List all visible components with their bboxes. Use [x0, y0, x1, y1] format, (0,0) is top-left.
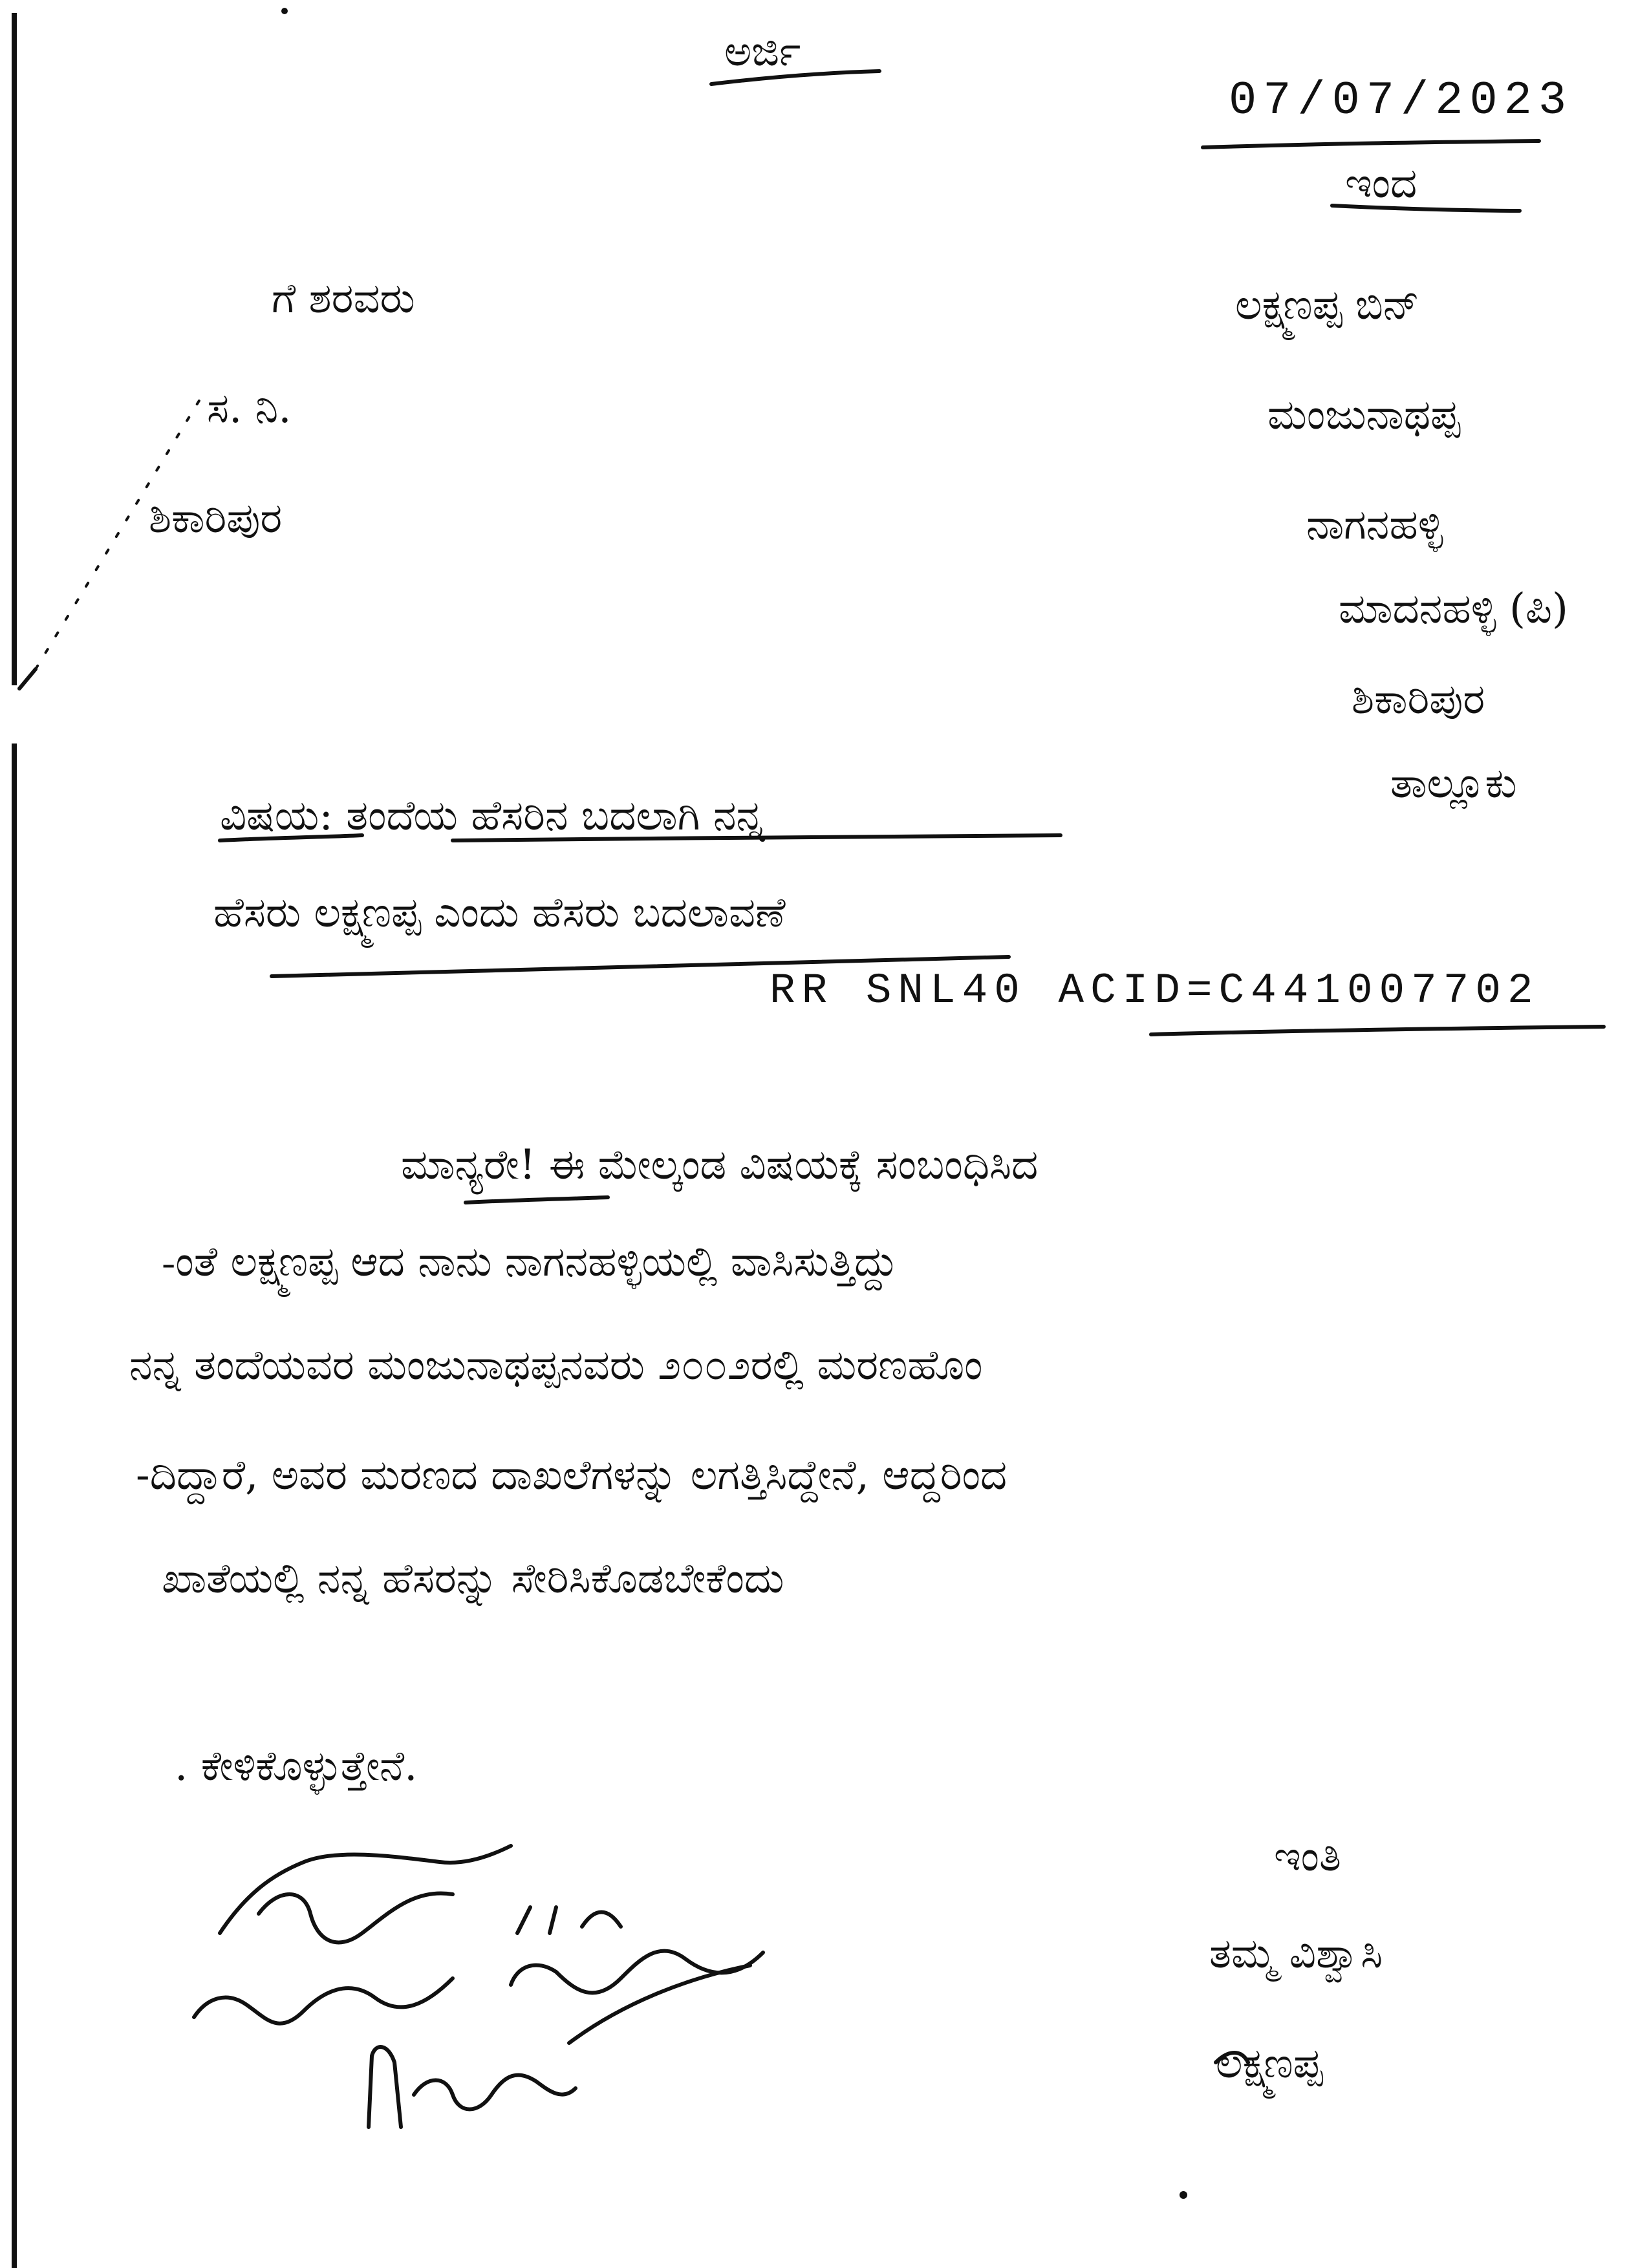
closing-line-1: ತಮ್ಮ ವಿಶ್ವಾಸಿ — [1209, 1930, 1383, 1978]
salutation-underline — [466, 1197, 608, 1203]
recipient-line-2: ಸ. ನಿ. — [207, 385, 292, 433]
signature-stroke-3 — [369, 2047, 401, 2127]
date-underline — [1203, 141, 1539, 147]
subject-line-1: ವಿಷಯ: ತಂದೆಯ ಹೆಸರಿನ ಬದಲಾಗಿ ನನ್ನ — [220, 792, 765, 840]
recipient-line-3: ಶಿಕಾರಿಪುರ — [149, 495, 283, 542]
letter-date: 07/07/2023 — [1229, 74, 1573, 127]
body-line-5: ಖಾತೆಯಲ್ಲಿ ನನ್ನ ಹೆಸರನ್ನು ಸೇರಿಸಿಕೊಡಬೇಕೆಂದು — [162, 1555, 784, 1603]
signature-stroke-1 — [220, 1846, 511, 1933]
from-label: ಇಂದ — [1345, 160, 1417, 208]
sender-line-5: ಶಿಕಾರಿಪುರ — [1352, 676, 1485, 723]
subject-line-2: ಹೆಸರು ಲಕ್ಷ್ಮಣಪ್ಪ ಎಂದು ಹೆಸರು ಬದಲಾವಣೆ — [213, 889, 786, 937]
subject-account-id: RR SNL40 ACID=C441007702 — [770, 967, 1540, 1015]
acid-underline — [1151, 1027, 1604, 1034]
body-line-3: ನನ್ನ ತಂದೆಯವರ ಮಂಜುನಾಥಪ್ಪನವರು ೨೦೦೨ರಲ್ಲಿ ಮರಣಹೊಂ — [129, 1342, 983, 1389]
closing-yours: ಇಂತಿ — [1274, 1833, 1341, 1881]
sender-line-1: ಲಕ್ಷ್ಮಣಪ್ಪ ಬಿನ್ — [1235, 281, 1420, 329]
body-line-6: . ಕೇಳಿಕೊಳ್ಳುತ್ತೇನೆ. — [175, 1742, 418, 1790]
document-title: ಅರ್ಜಿ — [724, 28, 801, 76]
sender-line-2: ಮಂಜುನಾಥಪ್ಪ — [1267, 391, 1461, 439]
body-line-2: -ಂತೆ ಲಕ್ಷ್ಮಣಪ್ಪ ಆದ ನಾನು ನಾಗನಹಳ್ಳಿಯಲ್ಲಿ ವಾಸಿಸುತ್ತಿದ್ದು — [162, 1238, 898, 1286]
sender-line-3: ನಾಗನಹಳ್ಳಿ — [1306, 501, 1443, 549]
sender-line-6: ತಾಲ್ಲೂಕು — [1390, 760, 1517, 808]
sender-line-4: ಮಾದನಹಳ್ಳಿ (ಪಿ) — [1339, 585, 1568, 633]
body-line-1: ಮಾನ್ಯರೇ! ಈ ಮೇಲ್ಕಂಡ ವಿಷಯಕ್ಕೆ ಸಂಬಂಧಿಸಿದ — [401, 1141, 1039, 1189]
body-line-4: -ದಿದ್ದಾರೆ, ಅವರ ಮರಣದ ದಾಖಲೆಗಳನ್ನು ಲಗತ್ತಿಸಿದ್ದೇನೆ, ಆದ್ದರಿಂದ — [136, 1451, 1008, 1499]
recipient-line-1: ಗೆ ಶರವರು — [272, 275, 415, 323]
closing-signatory-name: ಲಕ್ಷ್ಮಣಪ್ಪ — [1216, 2040, 1323, 2088]
signature-stroke-2 — [194, 1978, 453, 2024]
